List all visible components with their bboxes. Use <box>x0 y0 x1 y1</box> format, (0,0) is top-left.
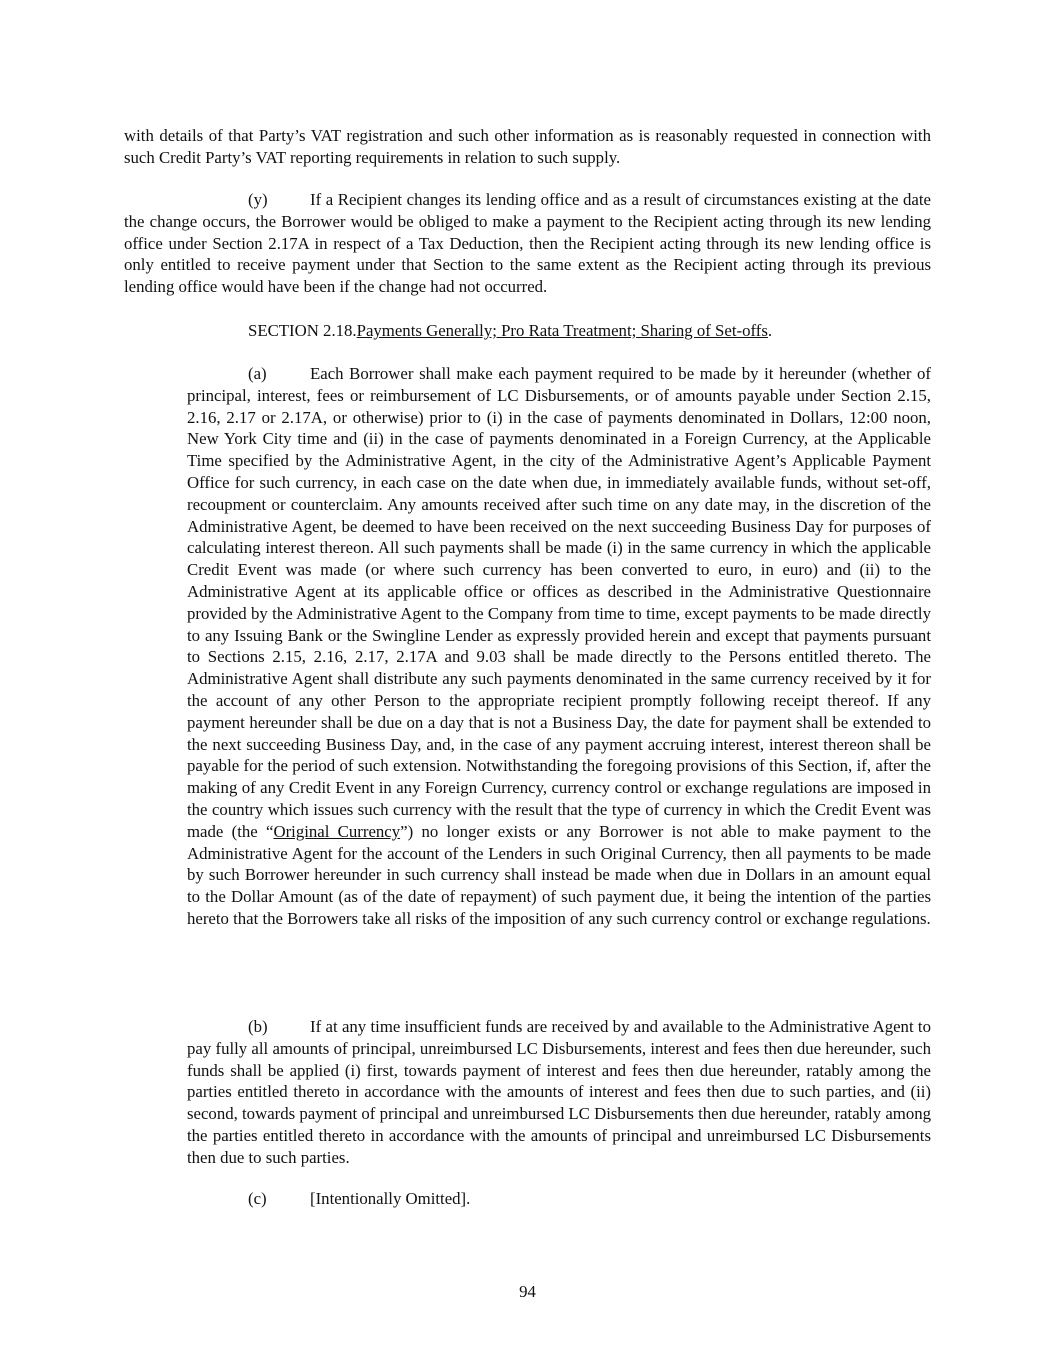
paragraph-label: (c) <box>248 1189 267 1208</box>
section-number: SECTION 2.18. <box>248 321 357 340</box>
paragraph-text: with details of that Party’s VAT registration and such other information as is reasonably requested in connection with such Credit Party’s VAT reporting requirements in relation to such supply. <box>124 126 931 167</box>
paragraph-text: [Intentionally Omitted]. <box>310 1189 471 1208</box>
paragraph-text: If a Recipient changes its lending office and as a result of circumstances existing at the date the change occurs, the Borrower would be obliged to make a payment to the Recipient acting through its new lending office under Section 2.17A in respect of a Tax Deduction, then the Recipient acting through its new lending office is only entitled to receive payment under that Section to the same extent as the Recipient acting through its previous lending office would have been if the change had not occurred. <box>124 190 931 297</box>
section-title-suffix: . <box>767 321 773 340</box>
paragraph-text: If at any time insufficient funds are received by and available to the Administrative Agent to pay fully all amounts of principal, unreimbursed LC Disbursements, interest and fees then due hereunder, such funds shall be applied (i) first, towards payment of interest and fees then due hereunder, ratably among the parties entitled thereto in accordance with the amounts of interest and fees then due to such parties, and (ii) second, towards payment of principal and unreimbursed LC Disbursements then due hereunder, ratably among the parties entitled thereto in accordance with the amounts of principal and unreimbursed LC Disbursements then due to such parties. <box>187 1017 931 1167</box>
defined-term: Original Currency <box>273 821 401 841</box>
paragraph-a <box>187 363 931 930</box>
paragraph-label: (b) <box>248 1017 268 1036</box>
paragraph-label: (y) <box>248 190 268 209</box>
paragraph-c <box>248 1188 470 1210</box>
section-title: Payments Generally; Pro Rata Treatment; Sharing of Set-offs <box>356 321 768 340</box>
page-number: 94 <box>519 1282 536 1301</box>
paragraph-b <box>187 1016 931 1169</box>
section-heading <box>248 320 772 342</box>
paragraph-y <box>124 189 931 298</box>
paragraph-text-after: ”) no longer exists or any Borrower is not able to make payment to the Administrative Agent for the account of the Lenders in such Original Currency, then all payments to be made by such Borrower hereunder in such currency shall instead be made when due in Dollars in an amount equal to the Dollar Amount (as of the date of repayment) of such payment due, it being the intention of the parties hereto that the Borrowers take all risks of the imposition of any such currency control or exchange regulations. <box>187 821 931 928</box>
paragraph-label: (a) <box>248 364 267 383</box>
paragraph-vat-continuation <box>124 125 931 169</box>
paragraph-text-before: Each Borrower shall make each payment required to be made by it hereunder (whether of principal, interest, fees or reimbursement of LC Disbursements, or of amounts payable under Section 2.15, 2.16, 2.17 or 2.17A, or otherwise) prior to (i) in the case of payments denominated in Dollars, 12:00 noon, New York City time and (ii) in the case of payments denominated in a Foreign Currency, at the Applicable Time specified by the Administrative Agent, in the city of the Administrative Agent’s Applicable Payment Office for such currency, in each case on the date when due, in immediately available funds, without set-off, recoupment or counterclaim. Any amounts received after such time on any date may, in the discretion of the Administrative Agent, be deemed to have been received on the next succeeding Business Day for purposes of calculating interest thereon. All such payments shall be made (i) in the same currency in which the applicable Credit Event was made (or where such currency has been converted to euro, in euro) and (ii) to the Administrative Agent at its applicable office or offices as described in the Administrative Questionnaire provided by the Administrative Agent to the Company from time to time, except payments to be made directly to any Issuing Bank or the Swingline Lender as expressly provided herein and except that payments pursuant to Sections 2.15, 2.16, 2.17, 2.17A and 9.03 shall be made directly to the Persons entitled thereto. The Administrative Agent shall distribute any such payments denominated in the same currency received by it for the account of any other Person to the appropriate recipient promptly following receipt thereof. If any payment hereunder shall be due on a day that is not a Business Day, the date for payment shall be extended to the next succeeding Business Day, and, in the case of any payment accruing interest, interest thereon shall be payable for the period of such extension. Notwithstanding the foregoing provisions of this Section, if, after the making of any Credit Event in any Foreign Currency, currency control or exchange regulations are imposed in the country which issues such currency with the result that the type of currency in which the Credit Event was made (the “ <box>187 364 931 841</box>
